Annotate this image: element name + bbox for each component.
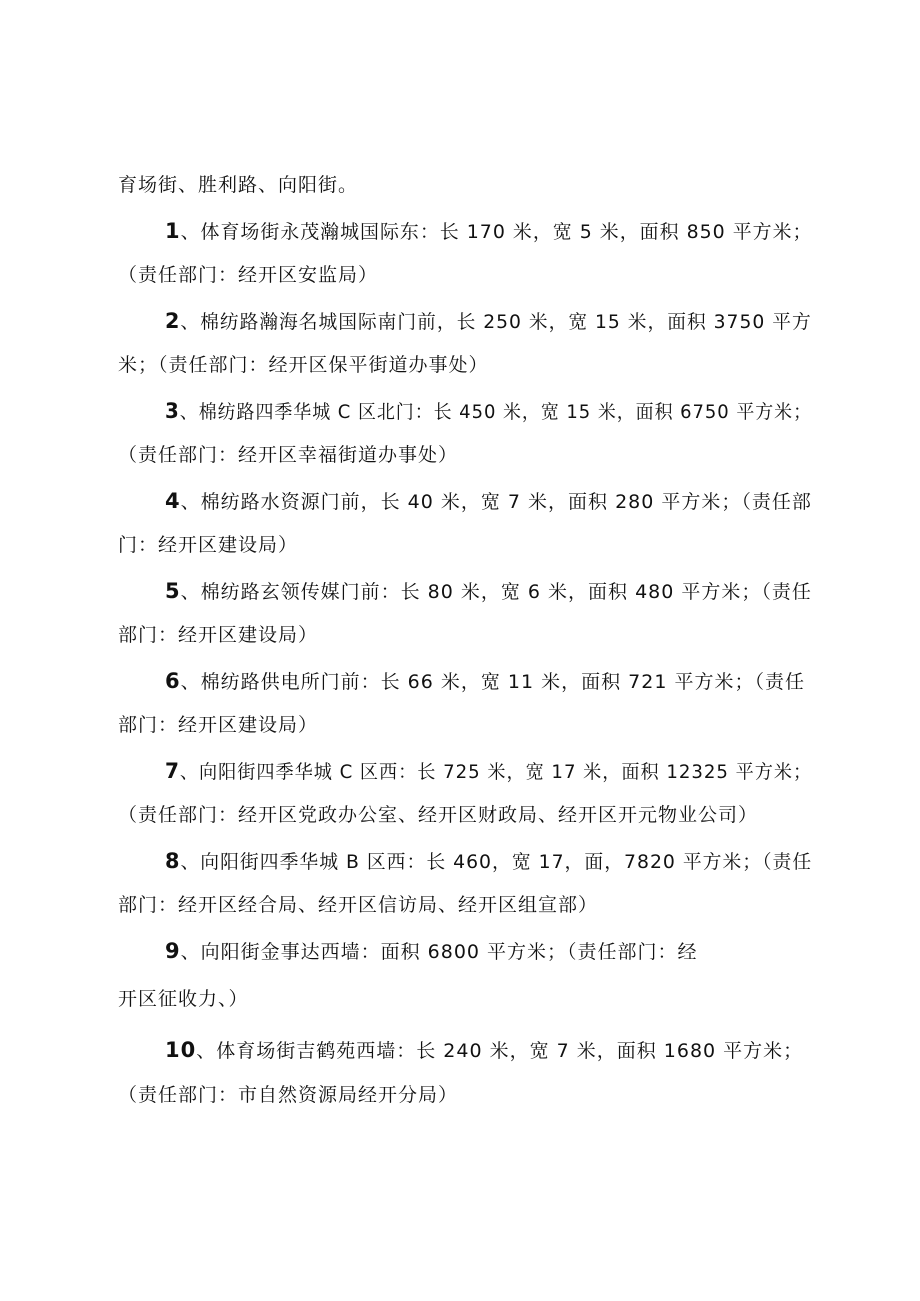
item-8-number: 8 <box>165 849 181 873</box>
item-9-line-1 <box>165 938 698 965</box>
item-1-line-1 <box>165 218 812 245</box>
item-9-line-2: 开区征收力、） <box>118 988 249 1010</box>
intro-line: 育场街、胜利路、向阳街。 <box>118 174 359 196</box>
item-2-line-2: 米；（责任部门：经开区保平街道办事处） <box>118 354 489 376</box>
item-2-number: 2 <box>165 309 181 333</box>
item-7-text: 、向阳街四季华城 C 区西：长 725 米，宽 17 米，面积 12325 平方米； <box>179 761 813 783</box>
item-7-line-1 <box>165 758 812 785</box>
item-3-text: 、棉纺路四季华城 C 区北门：长 450 米，宽 15 米，面积 6750 平方米； <box>179 401 813 423</box>
item-5-number: 5 <box>165 579 181 603</box>
item-8-line-1 <box>165 848 812 875</box>
item-5-text: 、棉纺路玄领传媒门前：长 80 米，宽 6 米，面积 480 平方米；（责任 <box>180 581 812 603</box>
item-6-text: 、棉纺路供电所门前：长 66 米，宽 11 米，面积 721 平方米；（责任 <box>180 671 805 693</box>
item-5-line-2: 部门：经开区建设局） <box>118 624 319 646</box>
item-8-line-2: 部门：经开区经合局、经开区信访局、经开区组宣部） <box>118 894 599 916</box>
item-6-number: 6 <box>165 669 181 693</box>
item-5-line-1 <box>165 578 812 605</box>
item-7-line-2: （责任部门：经开区党政办公室、经开区财政局、经开区开元物业公司） <box>118 804 759 826</box>
item-4-line-2: 门：经开区建设局） <box>118 534 299 556</box>
item-1-line-2: （责任部门：经开区安监局） <box>118 264 379 286</box>
item-3-number: 3 <box>165 399 180 423</box>
item-9-number: 9 <box>165 939 181 963</box>
item-2-line-1 <box>165 308 812 335</box>
item-7-number: 7 <box>165 759 180 783</box>
item-4-text: 、棉纺路水资源门前，长 40 米，宽 7 米，面积 280 平方米；（责任部 <box>180 491 812 513</box>
item-10-text: 、体育场街吉鹤苑西墙：长 240 米，宽 7 米，面积 1680 平方米； <box>196 1040 804 1062</box>
item-6-line-1 <box>165 668 805 695</box>
item-6-line-2: 部门：经开区建设局） <box>118 714 319 736</box>
item-1-text: 、体育场街永茂瀚城国际东：长 170 米，宽 5 米，面积 850 平方米； <box>180 221 813 243</box>
item-3-line-1 <box>165 398 812 425</box>
item-3-line-2: （责任部门：经开区幸福街道办事处） <box>118 444 459 466</box>
item-4-number: 4 <box>165 489 181 513</box>
item-10-line-2: （责任部门：市自然资源局经开分局） <box>118 1084 459 1106</box>
item-8-text: 、向阳街四季华城 B 区西：长 460，宽 17，面，7820 平方米；（责任 <box>180 851 813 873</box>
item-2-text: 、棉纺路瀚海名城国际南门前，长 250 米，宽 15 米，面积 3750 平方 <box>180 311 812 333</box>
item-4-line-1 <box>165 488 812 515</box>
item-10-line-1 <box>165 1037 803 1064</box>
item-9-text: 、向阳街金事达西墙：面积 6800 平方米；（责任部门：经 <box>180 941 698 963</box>
item-1-number: 1 <box>165 219 181 243</box>
item-10-number: 10 <box>165 1038 197 1062</box>
